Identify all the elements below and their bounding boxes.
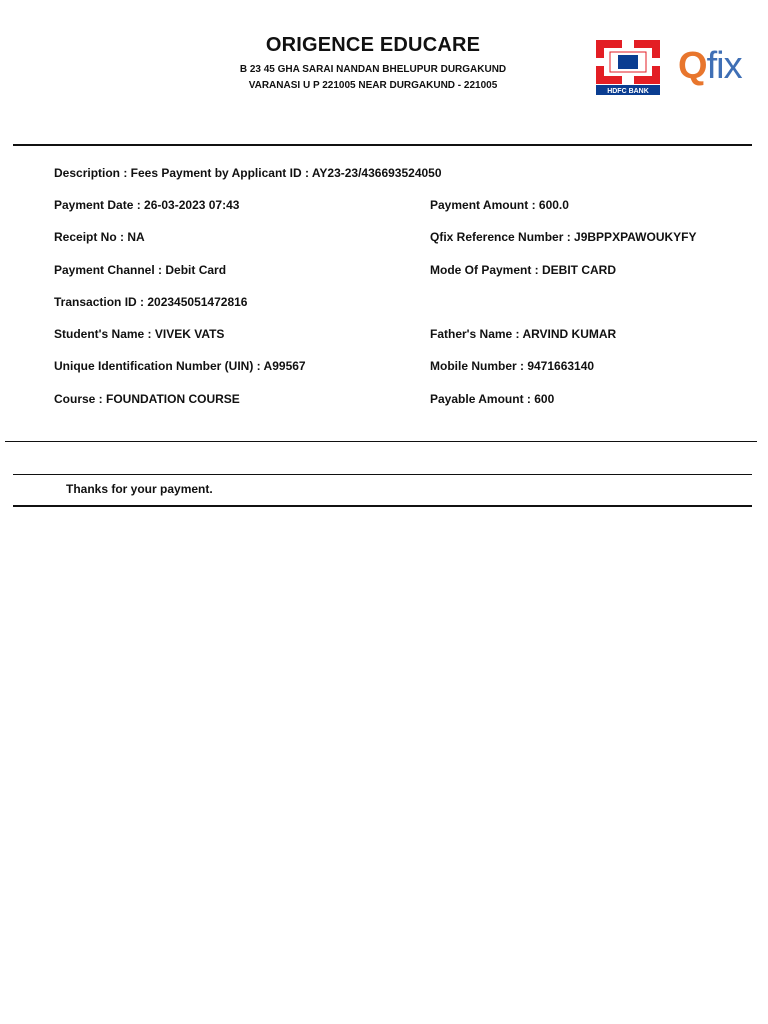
divider-top <box>13 144 752 146</box>
description: Description : Fees Payment by Applicant ID : AY23-23/436693524050 <box>54 166 442 180</box>
divider-middle <box>5 441 757 442</box>
hdfc-logo-text: HDFC BANK <box>607 88 649 95</box>
mobile-number: Mobile Number : 9471663140 <box>430 359 595 373</box>
payment-channel: Payment Channel : Debit Card <box>54 263 227 277</box>
address-line-2: VARANASI U P 221005 NEAR DURGAKUND - 221005 <box>248 80 498 91</box>
mode-of-payment: Mode Of Payment : DEBIT CARD <box>430 263 617 277</box>
address-line-1: B 23 45 GHA SARAI NANDAN BHELUPUR DURGAKUND <box>239 64 507 75</box>
hdfc-bank-logo <box>596 40 660 96</box>
qfix-logo-q: Q <box>678 45 707 87</box>
qfix-logo <box>678 44 742 88</box>
divider-footer-top <box>13 474 752 475</box>
institute-name: ORIGENCE EDUCARE <box>265 34 481 56</box>
thanks-message: Thanks for your payment. <box>66 482 213 496</box>
payment-date: Payment Date : 26-03-2023 07:43 <box>54 198 240 212</box>
receipt-no: Receipt No : NA <box>54 230 145 244</box>
father-name: Father's Name : ARVIND KUMAR <box>430 327 617 341</box>
payment-amount: Payment Amount : 600.0 <box>430 198 569 212</box>
qfix-logo-rest: fix <box>706 45 742 87</box>
divider-footer-bottom <box>13 505 752 507</box>
uin: Unique Identification Number (UIN) : A99567 <box>54 359 306 373</box>
qfix-reference-number: Qfix Reference Number : J9BPPXPAWOUKYFY <box>430 230 697 244</box>
course: Course : FOUNDATION COURSE <box>54 392 240 406</box>
payable-amount: Payable Amount : 600 <box>430 392 555 406</box>
transaction-id: Transaction ID : 202345051472816 <box>54 295 248 309</box>
student-name: Student's Name : VIVEK VATS <box>54 327 225 341</box>
